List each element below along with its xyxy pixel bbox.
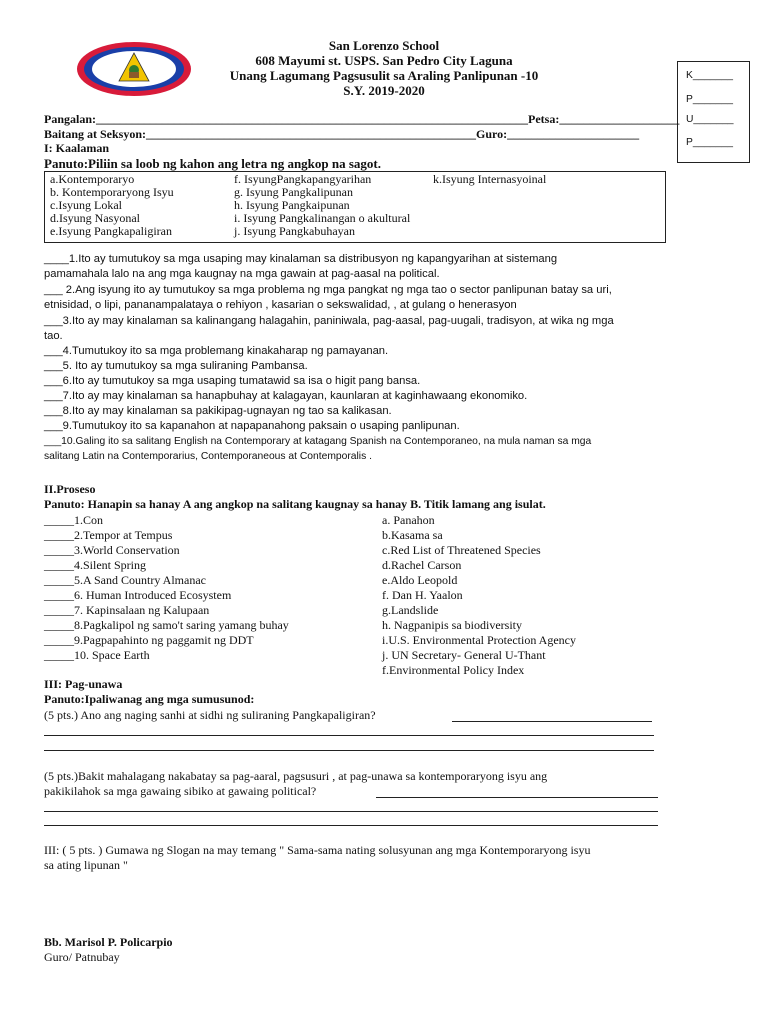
column-b-item: c.Red List of Threatened Species — [382, 543, 541, 557]
section-2-title: II.Proseso — [44, 482, 96, 496]
choice-i: i. Isyung Pangkalinangan o akultural — [234, 211, 411, 225]
choice-h: h. Isyung Pangkaipunan — [234, 198, 350, 212]
column-b-item: e.Aldo Leopold — [382, 573, 458, 587]
column-a-item: _____8.Pagkalipol ng samo't saring yamang buhay — [44, 618, 289, 632]
school-address: 608 Mayumi st. USPS. San Pedro City Laguna — [255, 53, 513, 68]
choice-e: e.Isyung Pangkapaligiran — [50, 224, 172, 238]
choice-d: d.Isyung Nasyonal — [50, 211, 140, 225]
item-line: ___8.Ito ay may kinalaman sa pakikipag-ugnayan ng tao sa kalikasan. — [44, 405, 392, 417]
answer-line[interactable] — [452, 721, 652, 722]
column-b-item: g.Landslide — [382, 603, 439, 617]
item-line: salitang Latin na Contemporarius, Contemporaneous at Contemporalis . — [44, 451, 372, 462]
choice-j: j. Isyung Pangkabuhayan — [234, 224, 355, 238]
exam-title: Unang Lagumang Pagsusulit sa Araling Panlipunan -10 — [229, 68, 539, 83]
choice-a: a.Kontemporaryo — [50, 172, 135, 186]
answer-line[interactable] — [44, 750, 654, 751]
score-p1[interactable]: P_______ — [686, 94, 733, 105]
item-line: ___3.Ito ay may kinalaman sa kalinangang halagahin, paniniwala, pag-aasal, pag-uugali, tradisyon, at wika ng mga — [44, 315, 614, 327]
item-line: etnisidad, o lipi, pananampalataya o rehiyon , kasarian o sekswalidad, , at gulang o henerasyon — [44, 299, 517, 311]
answer-line[interactable] — [44, 825, 658, 826]
column-b-item: b.Kasama sa — [382, 528, 443, 542]
score-box — [677, 61, 750, 163]
column-a-item: _____6. Human Introduced Ecosystem — [44, 588, 232, 602]
column-a-item: _____5.A Sand Country Almanac — [44, 573, 206, 587]
section-3-instruction: Panuto:Ipaliwanag ang mga sumusunod: — [44, 692, 255, 706]
score-p2[interactable]: P_______ — [686, 137, 733, 148]
choice-k: k.Isyung Internasyoinal — [433, 172, 547, 186]
column-a-item: _____2.Tempor at Tempus — [44, 528, 173, 542]
school-year: S.Y. 2019-2020 — [343, 83, 425, 98]
answer-line[interactable] — [44, 811, 658, 812]
item-line: tao. — [44, 330, 63, 342]
choice-f: f. IsyungPangkapangyarihan — [234, 172, 372, 186]
item-line: ___10.Galing ito sa salitang English na Contemporary at katagang Spanish na Contemporaneo, na mula naman sa mga — [44, 436, 592, 447]
teacher-name: Bb. Marisol P. Policarpio — [44, 935, 173, 949]
choice-g: g. Isyung Pangkalipunan — [234, 185, 353, 199]
item-line: ___5. Ito ay tumutukoy sa mga suliraning Pambansa. — [44, 360, 308, 372]
question-2: (5 pts.)Bakit mahalagang nakabatay sa pag-aaral, pagsusuri , at pag-unawa sa kontemporaryong isyu ang — [44, 769, 548, 783]
column-b-item: j. UN Secretary- General U-Thant — [382, 648, 546, 662]
column-a-item: _____4.Silent Spring — [44, 558, 147, 572]
column-b-item: h. Nagpanipis sa biodiversity — [382, 618, 522, 632]
column-a-item: _____10. Space Earth — [44, 648, 150, 662]
section-1-title: I: Kaalaman — [44, 141, 110, 155]
column-b-item: a. Panahon — [382, 513, 435, 527]
question-2-cont: pakikilahok sa mga gawaing sibiko at gawaing political? — [44, 784, 317, 798]
choice-c: c.Isyung Lokal — [50, 198, 122, 212]
item-line: ___7.Ito ay may kinalaman sa hanapbuhay at kalagayan, kaunlaran at kaginhawaang ekonomiko. — [44, 390, 528, 402]
item-line: ___ 2.Ang isyung ito ay tumutukoy sa mga problema ng mga pangkat ng mga tao o sector panlipunan batay sa uri, — [44, 284, 612, 296]
column-a-item: _____7. Kapinsalaan ng Kalupaan — [44, 603, 210, 617]
item-line: ___9.Tumutukoy ito sa kapanahon at napapanahong paksain o usaping panlipunan. — [44, 420, 460, 432]
column-a-item: _____3.World Conservation — [44, 543, 180, 557]
name-date-field[interactable]: Pangalan:________________________________________________________________________Petsa:____________________ — [44, 112, 680, 126]
item-line: ___4.Tumutukoy ito sa mga problemang kinakaharap ng pamayanan. — [44, 345, 389, 357]
slogan-task-cont: sa ating lipunan " — [44, 858, 128, 872]
answer-line[interactable] — [376, 797, 658, 798]
section-3-title: III: Pag-unawa — [44, 677, 123, 691]
column-b-item: i.U.S. Environmental Protection Agency — [382, 633, 576, 647]
choice-b: b. Kontemporaryong Isyu — [50, 185, 174, 199]
column-b-item: d.Rachel Carson — [382, 558, 462, 572]
question-1: (5 pts.) Ano ang naging sanhi at sidhi ng suliraning Pangkapaligiran? — [44, 708, 376, 722]
teacher-role: Guro/ Patnubay — [44, 950, 120, 964]
score-u[interactable]: U_______ — [686, 114, 734, 125]
section-1-instruction: Panuto:Piliin sa loob ng kahon ang letra ng angkop na sagot. — [44, 156, 381, 171]
column-b-item: f. Dan H. Yaalon — [382, 588, 463, 602]
slogan-task: III: ( 5 pts. ) Gumawa ng Slogan na may temang " Sama-sama nating solusyunan ang mga Kontemporaryong isyu — [44, 843, 591, 857]
school-name: San Lorenzo School — [328, 38, 440, 53]
section-2-instruction: Panuto: Hanapin sa hanay A ang angkop na salitang kaugnay sa hanay B. Titik lamang ang isulat. — [44, 497, 546, 511]
item-line: ___6.Ito ay tumutukoy sa mga usaping tumatawid sa isa o higit pang bansa. — [44, 375, 421, 387]
item-line: ____1.Ito ay tumutukoy sa mga usaping may kinalaman sa distribusyon ng kapangyarihan at sistemang — [44, 253, 558, 265]
answer-line[interactable] — [44, 735, 654, 736]
column-a-item: _____9.Pagpapahinto ng paggamit ng DDT — [44, 633, 254, 647]
item-line: pamamahala lalo na ang mga kaugnay na mga gawain at pag-aasal na political. — [44, 268, 440, 280]
column-b-item: f.Environmental Policy Index — [382, 663, 525, 677]
column-a-item: _____1.Con — [44, 513, 104, 527]
grade-teacher-field[interactable]: Baitang at Seksyon:_______________________________________________________Guro:______________________ — [44, 127, 640, 141]
score-k[interactable]: K_______ — [686, 70, 733, 81]
